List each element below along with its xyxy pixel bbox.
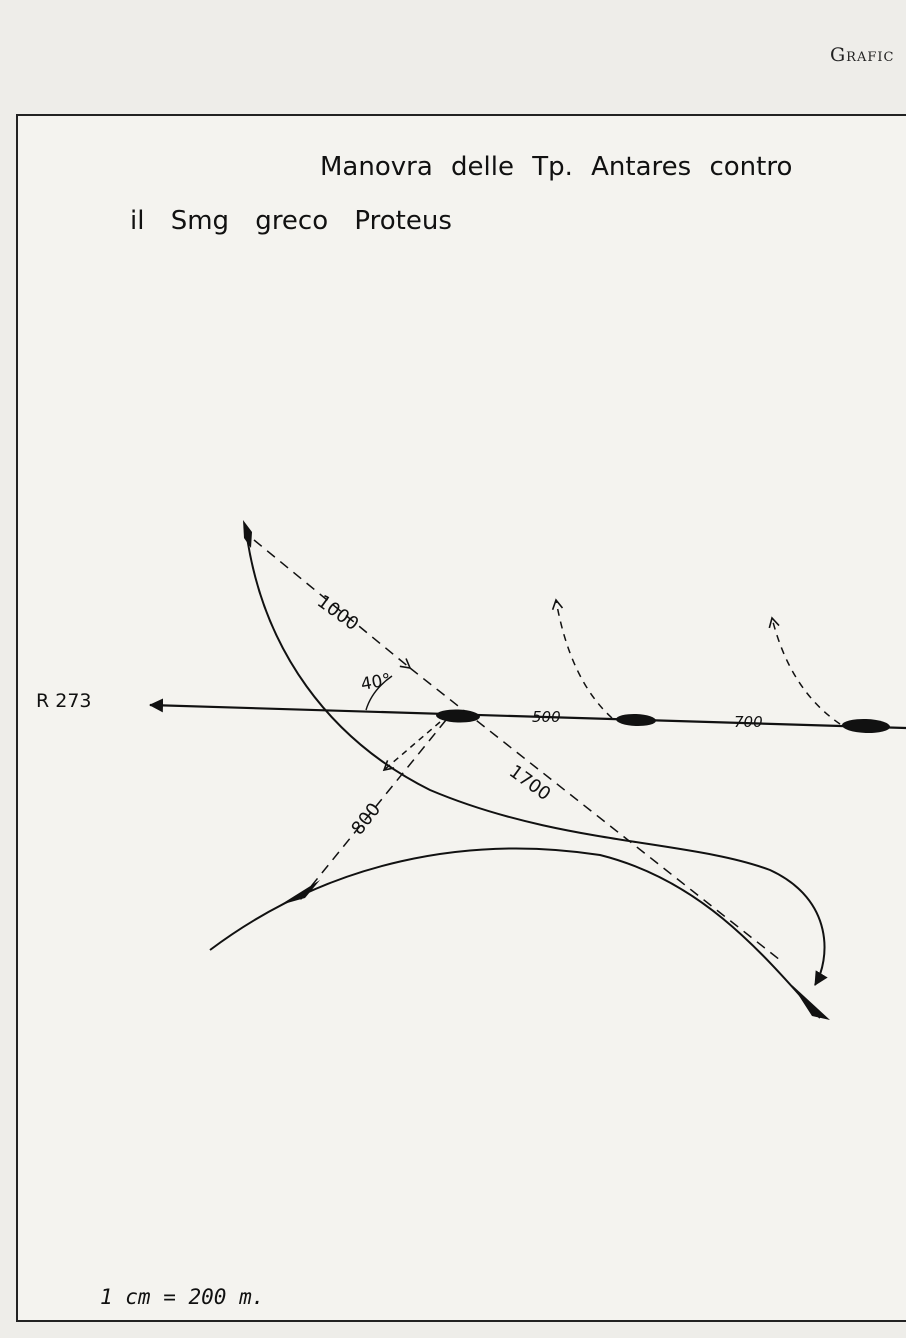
running-header: Grafic — [830, 44, 895, 66]
distance-label-500: 500 — [532, 708, 561, 726]
distance-label-1000: 1000 — [313, 591, 363, 635]
dashed-line-1700 — [410, 668, 780, 960]
diagram-title-line1: Manovra delle Tp. Antares contro — [320, 152, 793, 182]
submarine-position-2 — [616, 713, 656, 726]
distance-label-800: 800 — [347, 799, 386, 840]
angle-label: 40° — [359, 669, 393, 695]
course-label: R 273 — [36, 690, 92, 712]
torpedo-boat-turn-track — [210, 849, 820, 1018]
distance-label-1700: 1700 — [505, 761, 555, 805]
distance-label-700: 700 — [734, 713, 763, 731]
scale-label: 1 cm = 200 m. — [100, 1285, 265, 1309]
diagram-title-line2: il Smg greco Proteus — [130, 206, 452, 236]
submarine-position-1 — [436, 709, 480, 724]
submarine-dashed-track-2 — [556, 600, 612, 718]
submarine-dashed-track-3 — [772, 618, 840, 724]
torpedo-boat-end-mark — [792, 985, 830, 1020]
submarine-position-3 — [842, 718, 890, 734]
course-line — [150, 705, 906, 728]
